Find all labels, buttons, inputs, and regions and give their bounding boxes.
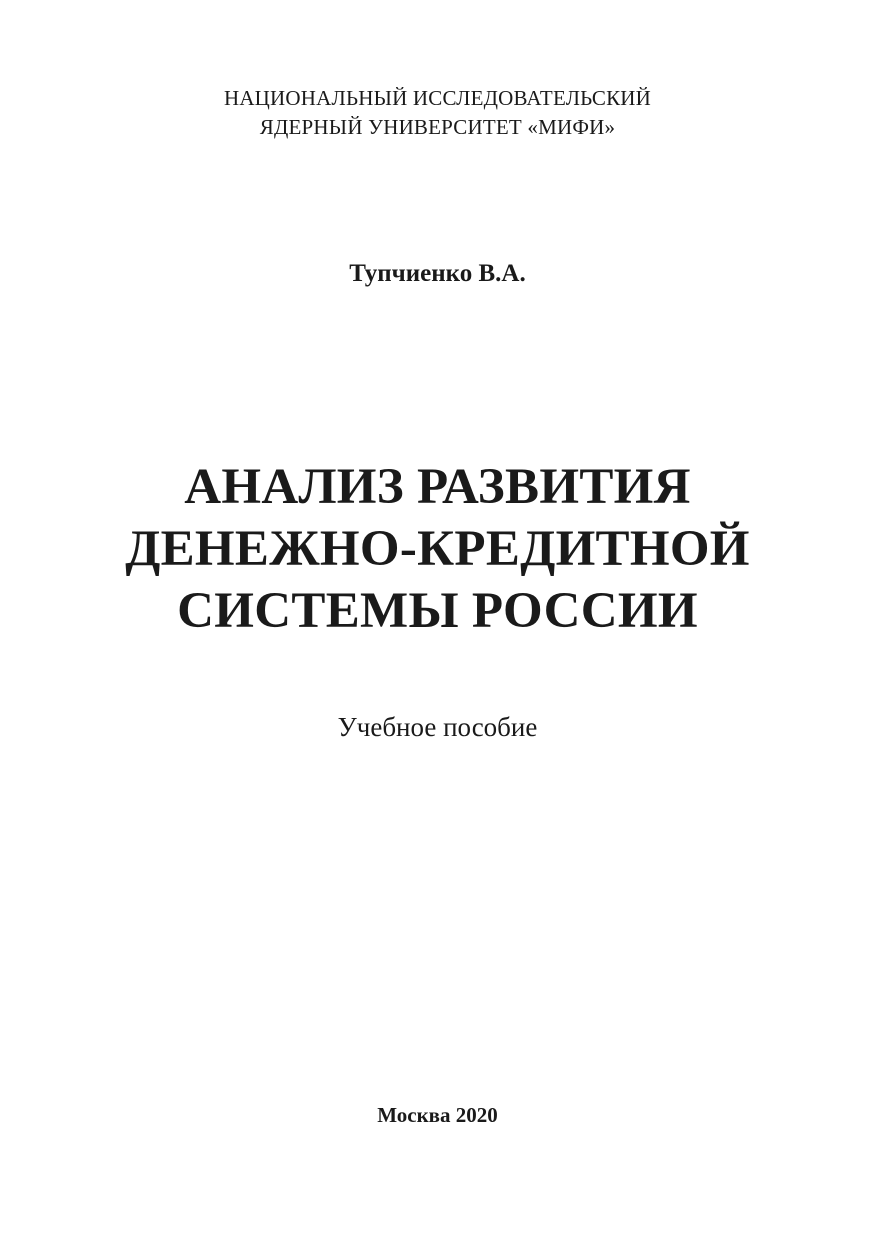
- author-name: Тупчиенко В.А.: [349, 260, 526, 287]
- publication-type: Учебное пособие: [337, 712, 538, 742]
- institution-name: [0, 84, 875, 142]
- institution-line-1: НАЦИОНАЛЬНЫЙ ИССЛЕДОВАТЕЛЬСКИЙ: [223, 86, 652, 110]
- title-line-3: СИСТЕМЫ РОССИИ: [177, 583, 698, 639]
- institution-line-2: ЯДЕРНЫЙ УНИВЕРСИТЕТ «МИФИ»: [259, 115, 616, 139]
- book-title: [0, 456, 875, 642]
- city-year: Москва 2020: [377, 1103, 498, 1127]
- title-line-2: ДЕНЕЖНО-КРЕДИТНОЙ: [125, 521, 750, 577]
- title-line-1: АНАЛИЗ РАЗВИТИЯ: [184, 459, 691, 515]
